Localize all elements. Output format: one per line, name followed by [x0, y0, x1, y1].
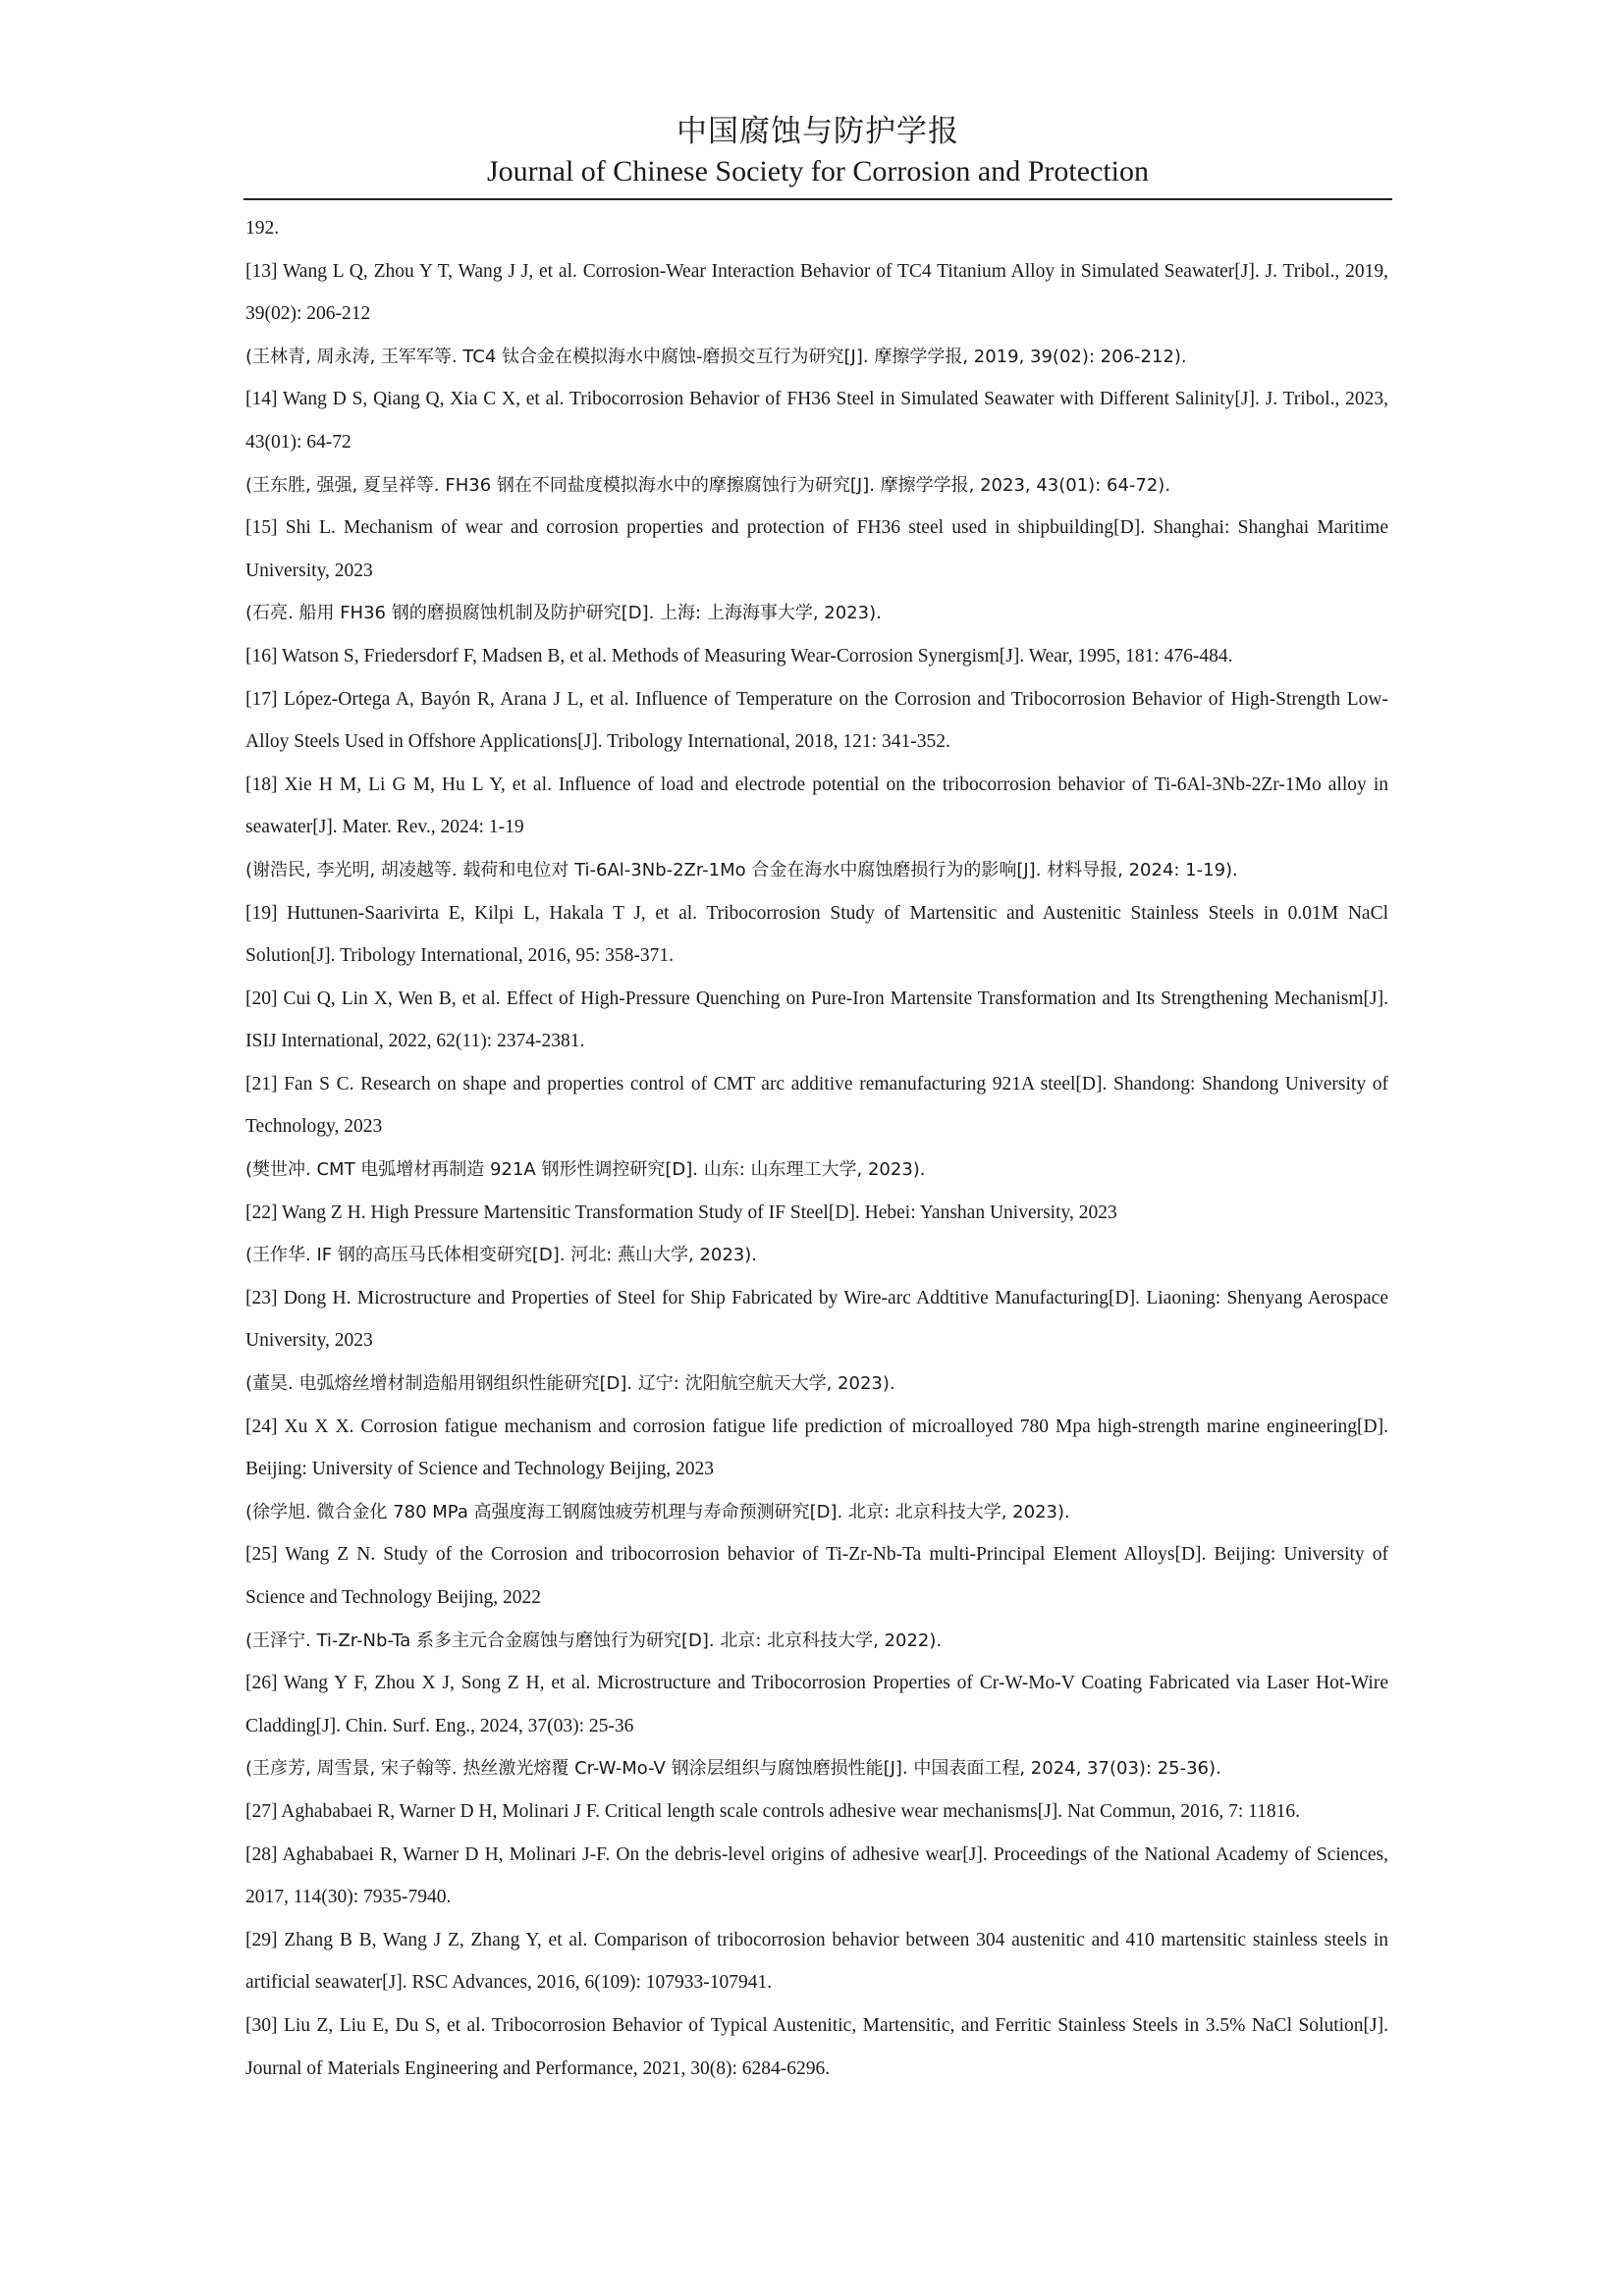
reference-entry-chinese: (徐学旭. 微合金化 780 MPa 高强度海工钢腐蚀疲劳机理与寿命预测研究[D]. 北京: 北京科技大学, 2023).	[245, 1501, 1070, 1522]
reference-entry-chinese: (石亮. 船用 FH36 钢的磨损腐蚀机制及防护研究[D]. 上海: 上海海事大学, 2023).	[245, 603, 882, 624]
reference-entry: [24] Xu X X. Corrosion fatigue mechanism and corrosion fatigue life prediction of microalloyed 780 Mpa high-strength marine engineering[D]. Beijing: University of Science and Technology Beijing, 2023	[245, 1415, 1388, 1480]
reference-entry-chinese: (董昊. 电弧熔丝增材制造船用钢组织性能研究[D]. 辽宁: 沈阳航空航天大学, 2023).	[245, 1373, 895, 1395]
reference-entry: [13] Wang L Q, Zhou Y T, Wang J J, et al. Corrosion-Wear Interaction Behavior of TC4 Titanium Alloy in Simulated Seawater[J]. J. Tribol., 2019, 39(02): 206-212	[245, 260, 1388, 325]
reference-entry: [27] Aghababaei R, Warner D H, Molinari J F. Critical length scale controls adhesive wear mechanisms[J]. Nat Commun, 2016, 7: 11816.	[245, 1800, 1301, 1822]
reference-entry: [26] Wang Y F, Zhou X J, Song Z H, et al. Microstructure and Tribocorrosion Properties of Cr-W-Mo-V Coating Fabricated via Laser Hot-Wire Cladding[J]. Chin. Surf. Eng., 2024, 37(03): 25-36	[245, 1673, 1388, 1736]
reference-entry: [14] Wang D S, Qiang Q, Xia C X, et al. Tribocorrosion Behavior of FH36 Steel in Simulated Seawater with Different Salinity[J]. J. Tribol., 2023, 43(01): 64-72	[245, 389, 1388, 453]
reference-entry: [30] Liu Z, Liu E, Du S, et al. Tribocorrosion Behavior of Typical Austenitic, Martensitic, and Ferritic Stainless Steels in 3.5% NaCl Solution[J]. Journal of Materials Engineering and Performance, 2021, 30(8): 6284-6296.	[245, 2014, 1388, 2079]
page-header	[244, 110, 1392, 190]
reference-entry-chinese: (谢浩民, 李光明, 胡凌越等. 载荷和电位对 Ti-6Al-3Nb-2Zr-1Mo 合金在海水中腐蚀磨损行为的影响[J]. 材料导报, 2024: 1-19).	[245, 859, 1238, 881]
reference-entry: [21] Fan S C. Research on shape and properties control of CMT arc additive remanufacturing 921A steel[D]. Shandong: Shandong University of Technology, 2023	[245, 1073, 1388, 1138]
reference-entry: [29] Zhang B B, Wang J Z, Zhang Y, et al. Comparison of tribocorrosion behavior between 304 austenitic and 410 martensitic stainless steels in artificial seawater[J]. RSC Advances, 2016, 6(109): 107933-107941.	[245, 1929, 1388, 1994]
reference-entry-chinese: (王泽宁. Ti-Zr-Nb-Ta 系多主元合金腐蚀与磨蚀行为研究[D]. 北京: 北京科技大学, 2022).	[245, 1629, 943, 1651]
header-divider	[244, 198, 1392, 200]
journal-title-english: Journal of Chinese Society for Corrosion and Protection	[486, 155, 1150, 187]
reference-entry: [16] Watson S, Friedersdorf F, Madsen B, et al. Methods of Measuring Wear-Corrosion Synergism[J]. Wear, 1995, 181: 476-484.	[245, 645, 1233, 667]
journal-title-chinese: 中国腐蚀与防护学报	[677, 114, 959, 149]
reference-entry-chinese: (王作华. IF 钢的高压马氏体相变研究[D]. 河北: 燕山大学, 2023).	[245, 1245, 757, 1266]
reference-entry: 192.	[245, 218, 280, 239]
reference-entry: [23] Dong H. Microstructure and Properties of Steel for Ship Fabricated by Wire-arc Addtitive Manufacturing[D]. Liaoning: Shenyang Aerospace University, 2023	[245, 1287, 1388, 1352]
reference-entry: [20] Cui Q, Lin X, Wen B, et al. Effect of High-Pressure Quenching on Pure-Iron Martensite Transformation and Its Strengthening Mechanism[J]. ISIJ International, 2022, 62(11): 2374-2381.	[245, 988, 1388, 1052]
reference-entry: [19] Huttunen-Saarivirta E, Kilpi L, Hakala T J, et al. Tribocorrosion Study of Martensitic and Austenitic Stainless Steels in 0.01M NaCl Solution[J]. Tribology International, 2016, 95: 358-371.	[245, 902, 1388, 967]
reference-entry: [28] Aghababaei R, Warner D H, Molinari J-F. On the debris-level origins of adhesive wear[J]. Proceedings of the National Academy of Sciences, 2017, 114(30): 7935-7940.	[245, 1843, 1388, 1908]
reference-entry: [17] López-Ortega A, Bayón R, Arana J L, et al. Influence of Temperature on the Corrosion and Tribocorrosion Behavior of High-Strength Low-Alloy Steels Used in Offshore Applications[J]. Tribology International, 2018, 121: 341-352.	[245, 688, 1388, 753]
reference-entry: [22] Wang Z H. High Pressure Martensitic Transformation Study of IF Steel[D]. Hebei: Yanshan University, 2023	[245, 1201, 1117, 1223]
reference-entry-chinese: (王东胜, 强强, 夏呈祥等. FH36 钢在不同盐度模拟海水中的摩擦腐蚀行为研究[J]. 摩擦学学报, 2023, 43(01): 64-72).	[245, 474, 1171, 496]
reference-entry: [18] Xie H M, Li G M, Hu L Y, et al. Influence of load and electrode potential on the tribocorrosion behavior of Ti-6Al-3Nb-2Zr-1Mo alloy in seawater[J]. Mater. Rev., 2024: 1-19	[245, 774, 1388, 838]
reference-entry: [15] Shi L. Mechanism of wear and corrosion properties and protection of FH36 steel used in shipbuilding[D]. Shanghai: Shanghai Maritime University, 2023	[245, 517, 1388, 581]
reference-list	[245, 207, 1388, 2090]
reference-entry-chinese: (王林青, 周永涛, 王军军等. TC4 钛合金在模拟海水中腐蚀-磨损交互行为研究[J]. 摩擦学学报, 2019, 39(02): 206-212).	[245, 346, 1187, 367]
reference-entry: [25] Wang Z N. Study of the Corrosion and tribocorrosion behavior of Ti-Zr-Nb-Ta multi-Principal Element Alloys[D]. Beijing: University of Science and Technology Beijing, 2022	[245, 1544, 1388, 1608]
reference-entry-chinese: (樊世冲. CMT 电弧增材再制造 921A 钢形性调控研究[D]. 山东: 山东理工大学, 2023).	[245, 1159, 926, 1181]
reference-entry-chinese: (王彦芳, 周雪景, 宋子翰等. 热丝激光熔覆 Cr-W-Mo-V 钢涂层组织与腐蚀磨损性能[J]. 中国表面工程, 2024, 37(03): 25-36).	[245, 1758, 1221, 1780]
